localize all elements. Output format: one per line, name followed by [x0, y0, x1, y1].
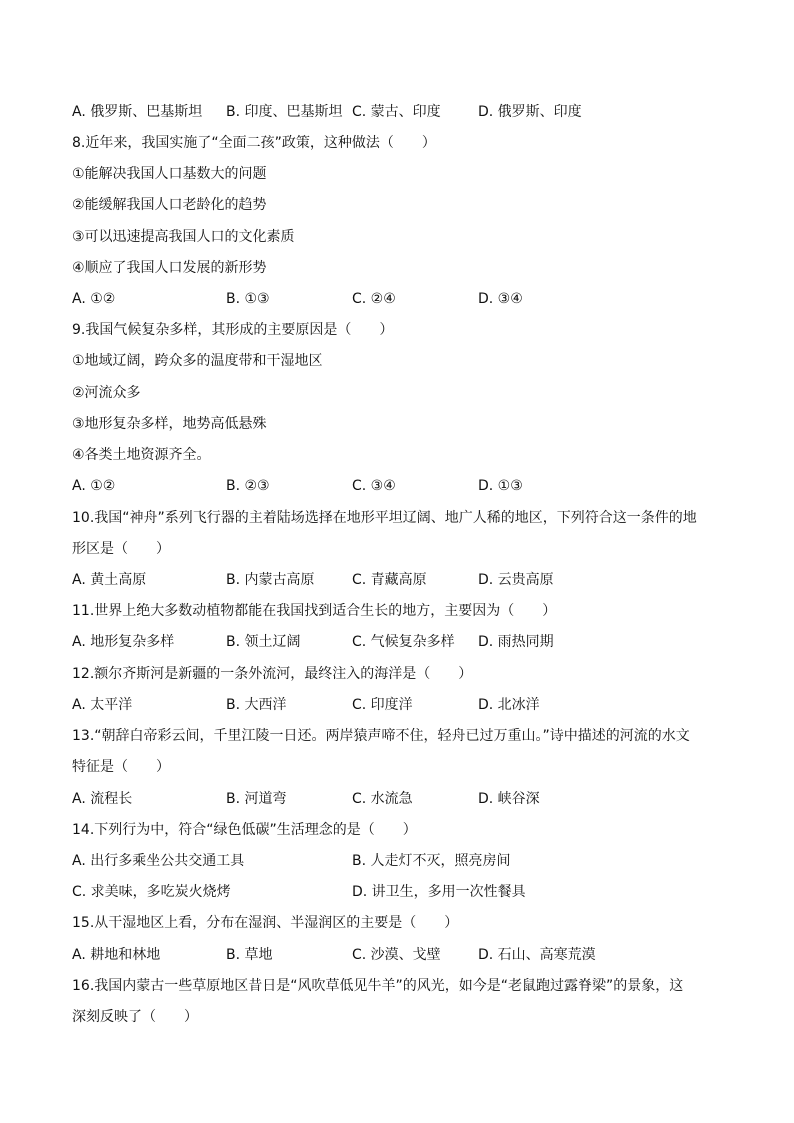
q13-stem-line-2: 特征是（ ）	[72, 759, 170, 775]
q12-option-d[interactable]: D. 北冰洋	[478, 697, 540, 713]
q9-option-d[interactable]: D. ①③	[478, 478, 523, 494]
q9-option-c[interactable]: C. ③④	[352, 478, 396, 494]
q14-options-row-1	[72, 851, 734, 871]
q15-option-b[interactable]: B. 草地	[226, 947, 273, 963]
q15-stem: 15.从干湿地区上看，分布在湿润、半湿润区的主要是（ ）	[72, 915, 459, 931]
q11-options	[72, 632, 734, 652]
q7-option-d[interactable]: D. 俄罗斯、印度	[478, 104, 582, 120]
q15-option-a[interactable]: A. 耕地和林地	[72, 947, 161, 963]
q9-statement-2: ②河流众多	[72, 385, 141, 401]
q12-options	[72, 695, 734, 715]
q13-options	[72, 789, 734, 809]
q11-option-c[interactable]: C. 气候复杂多样	[352, 634, 455, 650]
q8-options	[72, 289, 734, 309]
q16-stem-line-2: 深刻反映了（ ）	[72, 1009, 198, 1025]
q8-statement-3: ③可以迅速提高我国人口的文化素质	[72, 229, 295, 245]
q8-stem: 8.近年来，我国实施了“全面二孩”政策，这种做法（ ）	[72, 135, 436, 151]
q9-statement-3: ③地形复杂多样，地势高低悬殊	[72, 416, 267, 432]
q7-option-c[interactable]: C. 蒙古、印度	[352, 104, 441, 120]
q10-stem-line-1: 10.我国“神舟”系列飞行器的主着陆场选择在地形平坦辽阔、地广人稀的地区，下列符合这一条件的地	[72, 510, 697, 526]
q7-options	[72, 102, 734, 122]
q14-option-d[interactable]: D. 讲卫生，多用一次性餐具	[352, 884, 526, 900]
q10-options	[72, 570, 734, 590]
q15-options	[72, 945, 734, 965]
q16-stem-line-1: 16.我国内蒙古一些草原地区昔日是“风吹草低见牛羊”的风光，如今是“老鼠跑过露脊梁”的景象，这	[72, 978, 684, 994]
q9-option-a[interactable]: A. ①②	[72, 478, 116, 494]
q13-option-d[interactable]: D. 峡谷深	[478, 791, 540, 807]
q13-option-c[interactable]: C. 水流急	[352, 791, 413, 807]
q12-option-a[interactable]: A. 太平洋	[72, 697, 133, 713]
q14-option-a[interactable]: A. 出行多乘坐公共交通工具	[72, 853, 245, 869]
q10-option-d[interactable]: D. 云贵高原	[478, 572, 554, 588]
q15-option-c[interactable]: C. 沙漠、戈壁	[352, 947, 441, 963]
q14-stem: 14.下列行为中，符合“绿色低碳”生活理念的是（ ）	[72, 822, 417, 838]
q10-option-b[interactable]: B. 内蒙古高原	[226, 572, 315, 588]
q8-option-d[interactable]: D. ③④	[478, 291, 523, 307]
q9-options	[72, 476, 734, 496]
q15-option-d[interactable]: D. 石山、高寒荒漠	[478, 947, 596, 963]
q9-stem: 9.我国气候复杂多样，其形成的主要原因是（ ）	[72, 322, 394, 338]
q7-option-b[interactable]: B. 印度、巴基斯坦	[226, 104, 343, 120]
q13-option-a[interactable]: A. 流程长	[72, 791, 133, 807]
q11-option-b[interactable]: B. 领土辽阔	[226, 634, 301, 650]
q9-option-b[interactable]: B. ②③	[226, 478, 270, 494]
q11-option-d[interactable]: D. 雨热同期	[478, 634, 554, 650]
q13-stem-line-1: 13.“朝辞白帝彩云间，千里江陵一日还。两岸猿声啼不住，轻舟已过万重山。”诗中描述的河流的水文	[72, 728, 690, 744]
q11-stem: 11.世界上绝大多数动植物都能在我国找到适合生长的地方，主要因为（ ）	[72, 603, 557, 619]
q14-option-b[interactable]: B. 人走灯不灭，照亮房间	[352, 853, 511, 869]
q8-option-a[interactable]: A. ①②	[72, 291, 116, 307]
q12-option-b[interactable]: B. 大西洋	[226, 697, 287, 713]
q8-option-b[interactable]: B. ①③	[226, 291, 270, 307]
q10-option-c[interactable]: C. 青藏高原	[352, 572, 427, 588]
q13-option-b[interactable]: B. 河道弯	[226, 791, 287, 807]
q8-statement-1: ①能解决我国人口基数大的问题	[72, 166, 267, 182]
q12-stem: 12.额尔齐斯河是新疆的一条外流河，最终注入的海洋是（ ）	[72, 666, 473, 682]
q8-option-c[interactable]: C. ②④	[352, 291, 396, 307]
q10-option-a[interactable]: A. 黄土高原	[72, 572, 147, 588]
q7-option-a[interactable]: A. 俄罗斯、巴基斯坦	[72, 104, 203, 120]
q11-option-a[interactable]: A. 地形复杂多样	[72, 634, 175, 650]
q8-statement-4: ④顺应了我国人口发展的新形势	[72, 260, 267, 276]
q8-statement-2: ②能缓解我国人口老龄化的趋势	[72, 197, 267, 213]
q10-stem-line-2: 形区是（ ）	[72, 541, 170, 557]
q14-option-c[interactable]: C. 求美味，多吃炭火烧烤	[72, 884, 231, 900]
q12-option-c[interactable]: C. 印度洋	[352, 697, 413, 713]
q14-options-row-2	[72, 882, 734, 902]
q9-statement-1: ①地域辽阔，跨众多的温度带和干湿地区	[72, 353, 323, 369]
q9-statement-4: ④各类土地资源齐全。	[72, 447, 211, 463]
